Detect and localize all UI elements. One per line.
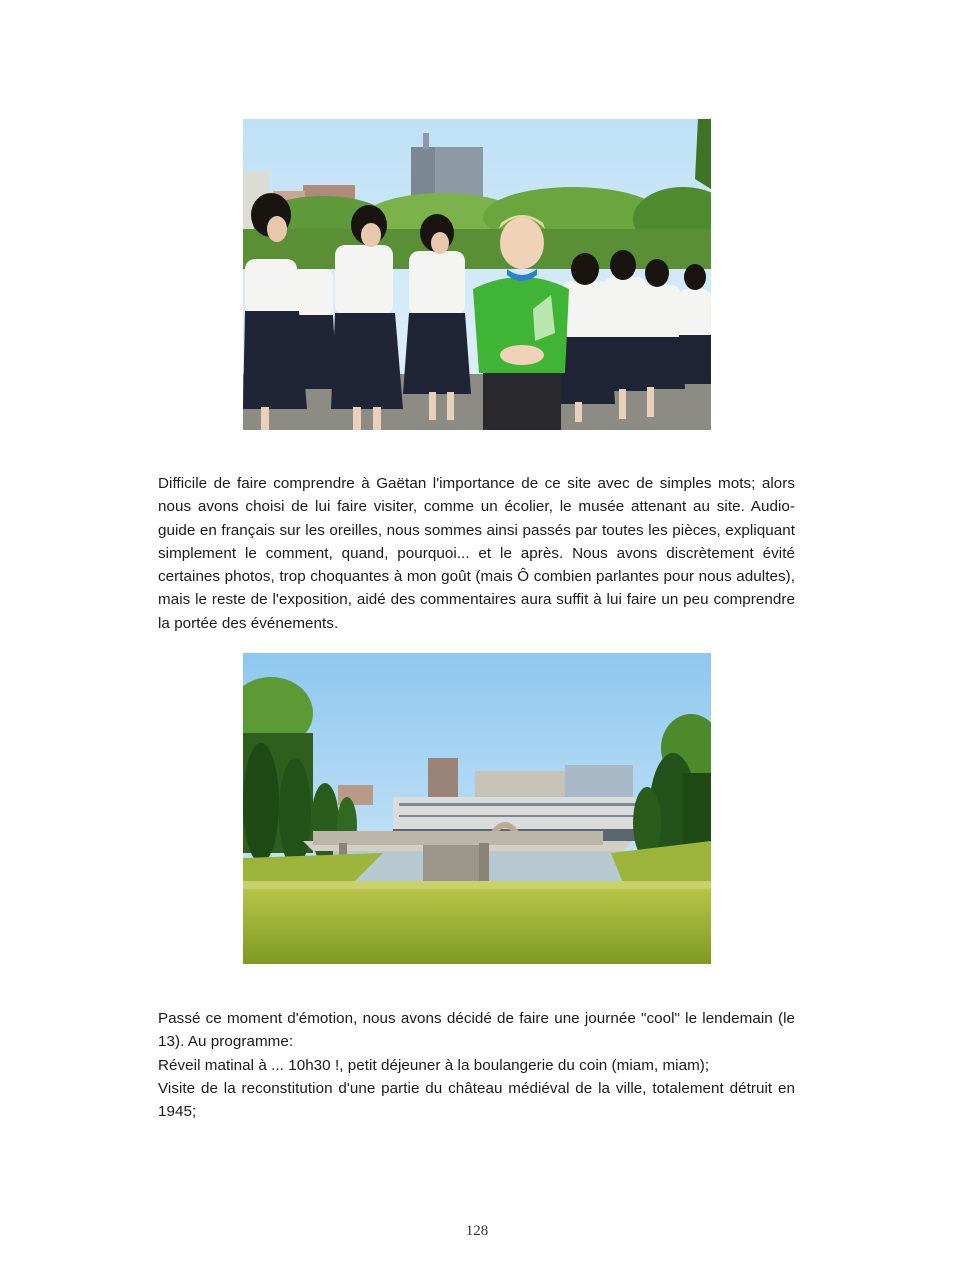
paragraph-line: Réveil matinal à ... 10h30 !, petit déjeuner à la boulangerie du coin (miam, miam); — [158, 1056, 710, 1074]
photo-schoolchildren — [243, 119, 711, 430]
paragraph-line: Passé ce moment d'émotion, nous avons décidé de faire une journée "cool" le lendemain (le 13). Au programme: — [158, 1010, 795, 1051]
paragraph-line: Visite de la reconstitution d'une partie du château médiéval de la ville, totalement détruit en 1945; — [158, 1079, 795, 1121]
paragraph-museum-visit — [158, 472, 795, 635]
page-number: 128 — [465, 1223, 489, 1239]
photo-peace-park — [243, 653, 711, 964]
paragraph-text: Difficile de faire comprendre à Gaëtan l'importance de ce site avec de simples mots; alors nous avons choisi de lui faire visiter, comme un écolier, le musée attenant au site. Audio-guide en français sur les oreilles, nous sommes ainsi passés par toutes les pièces, expliquant simplement le comment, quand, pourquoi... et le après. Nous avons discrètement évité certaines photos, trop choquantes à mon goût (mais Ô combien parlantes pour nous adultes), mais le reste de l'exposition, aidé des commentaires aura suffit à lui faire un peu comprendre la portée des événements. — [158, 475, 795, 632]
paragraph-next-day — [158, 1007, 795, 1123]
